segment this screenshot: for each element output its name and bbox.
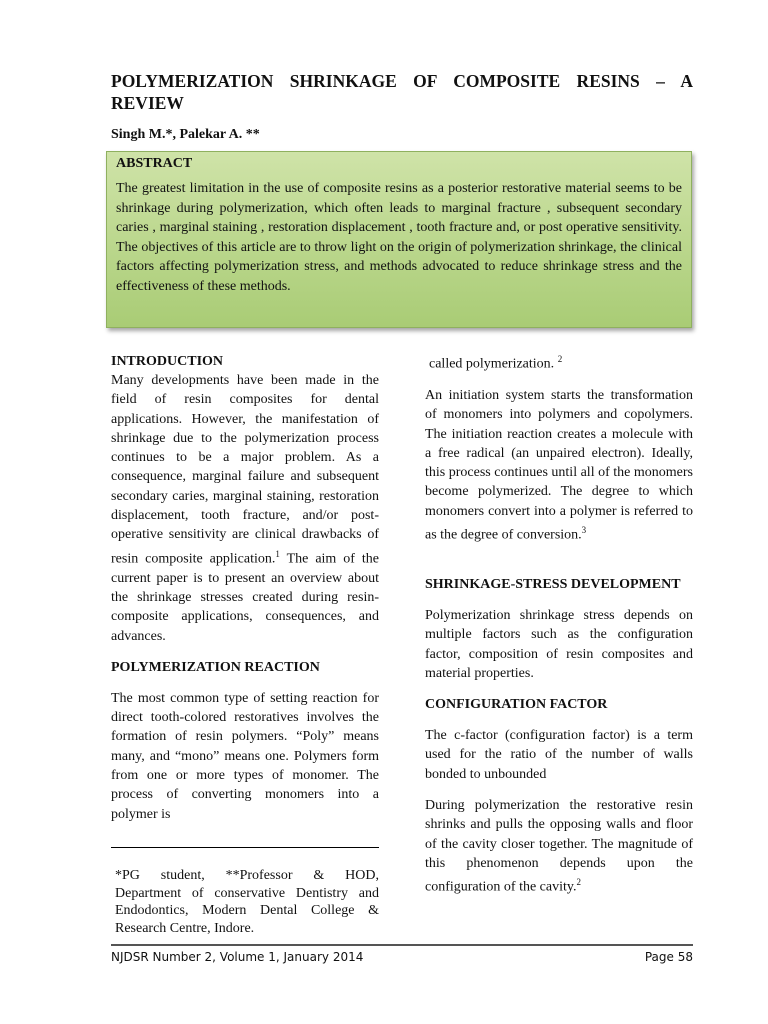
left-column — [111, 352, 379, 824]
polymerization-reaction-heading: POLYMERIZATION REACTION — [111, 659, 320, 675]
polymerization-reaction-text: The most common type of setting reaction for direct tooth-colored restoratives involves the formation of resin polymers. “Poly” means many, and “mono” means one. Polymers form from one or more types of monomer. The process of converting monomers into a polymer is — [111, 690, 379, 822]
configuration-factor-text-2 — [425, 796, 693, 897]
citation-ref: 2 — [576, 877, 581, 888]
citation-ref: 3 — [581, 525, 587, 536]
polymerization-continued-body: called polymerization. — [429, 356, 558, 372]
footnote-divider — [111, 847, 379, 848]
abstract-heading: ABSTRACT — [116, 156, 193, 171]
introduction-text-part-a: Many developments have been made in the field of resin composites for dental applications. However, the manifestation of shrinkage due to the polymerization process continues to be a major problem. As a consequence, marginal failure and subsequent secondary caries, marginal staining, restoration displacement, tooth fracture, and/or post-operative sensitivity are clinical drawbacks of resin composite application. — [111, 373, 379, 567]
footer-journal: NJDSR Number 2, Volume 1, January 2014 — [111, 950, 364, 964]
right-column — [425, 350, 693, 897]
initiation-body: An initiation system starts the transformation of monomers into polymers and copolymers. The initiation reaction creates a molecule with a free radical (an unpaired electron). Ideally, this process continues until all of the monomers become polymerized. The degree to which monomers convert into a polymer is referred to as the degree of conversion. — [425, 387, 693, 543]
shrinkage-stress-heading: SHRINKAGE-STRESS DEVELOPMENT — [425, 576, 681, 592]
initiation-text — [425, 386, 693, 545]
introduction-text — [111, 371, 379, 646]
footer-page-number: Page 58 — [644, 950, 693, 964]
author-footnote: *PG student, **Professor & HOD, Department of conservative Dentistry and Endodontics, Modern Dental College & Research Centre, Indore. — [115, 868, 379, 936]
citation-ref: 2 — [557, 354, 563, 364]
introduction-text-part-b: The aim of the current paper is to present an overview about the shrinkage stresses created during resin-composite applications, consequences, and advances. — [111, 551, 379, 644]
paper-authors: Singh M.*, Palekar A. ** — [111, 127, 260, 142]
abstract-text: The greatest limitation in the use of composite resins as a posterior restorative material seems to be shrinkage during polymerization, which often leads to marginal fracture , subsequent secondary caries , marginal staining , restoration displacement , tooth fracture and, or post operative sensitivity. The objectives of this article are to throw light on the origin of polymerization shrinkage, the clinical factors affecting polymerization stress, and methods advocated to reduce shrinkage stress and the effectiveness of these methods. — [116, 181, 682, 294]
paper-title: POLYMERIZATION SHRINKAGE OF COMPOSITE RESINS – A REVIEW — [111, 71, 693, 113]
polymerization-continued-text — [425, 350, 693, 374]
abstract-box — [106, 151, 692, 328]
citation-ref: 1 — [275, 548, 280, 559]
configuration-factor-text-1: The c-factor (configuration factor) is a term used for the ratio of the number of walls bonded to unbounded — [425, 728, 693, 782]
footer-divider — [111, 944, 693, 946]
configuration-factor-body: During polymerization the restorative resin shrinks and pulls the opposing walls and floor of the cavity closer together. The magnitude of this phenomenon depends upon the configuration of the cavity. — [425, 798, 693, 895]
shrinkage-stress-text: Polymerization shrinkage stress depends on multiple factors such as the configuration factor, composition of resin composites and material properties. — [425, 607, 693, 681]
configuration-factor-heading: CONFIGURATION FACTOR — [425, 697, 608, 713]
introduction-heading: INTRODUCTION — [111, 354, 224, 369]
